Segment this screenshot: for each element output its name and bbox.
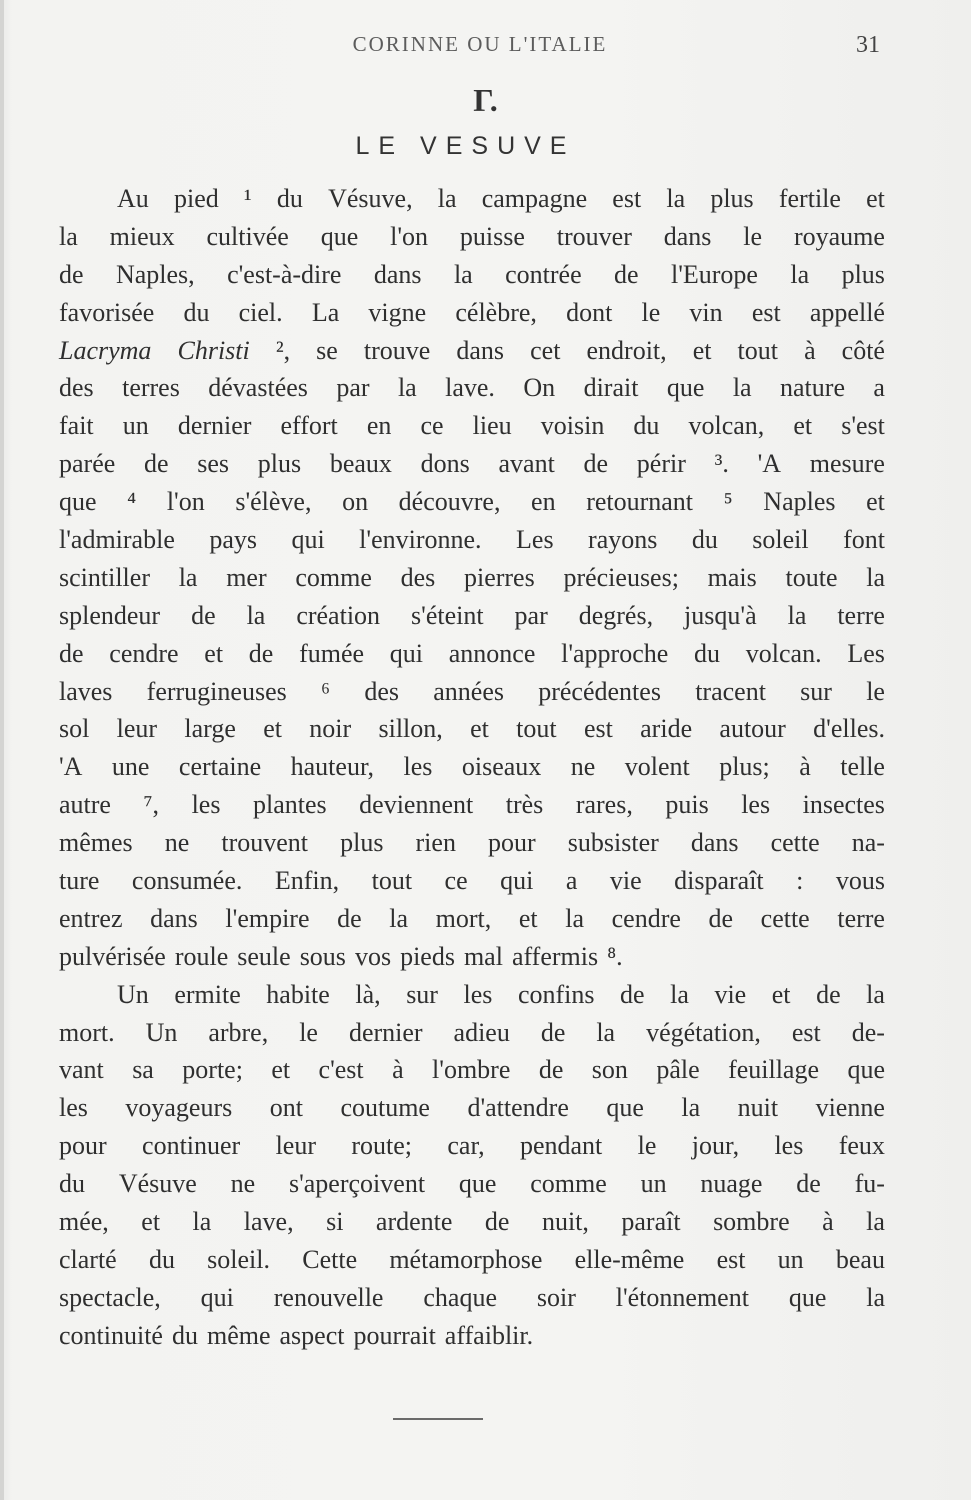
body-text: [59, 180, 885, 1355]
text-line: de Naples, c'est-à-dire dans la contrée de l'Europe la plus: [59, 259, 885, 289]
text-line: Lacryma Christi ², se trouve dans cet endroit, et tout à côté: [59, 335, 885, 365]
chapter-number: Γ.: [473, 82, 498, 118]
text-line: mort. Un arbre, le dernier adieu de la végétation, est de-: [59, 1017, 885, 1047]
text-line: scintiller la mer comme des pierres précieuses; mais toute la: [59, 562, 885, 592]
text-line: Au pied ¹ du Vésuve, la campagne est la plus fertile et: [117, 184, 885, 213]
page-number: 31: [856, 32, 880, 58]
chapter-title: LE VESUVE: [355, 132, 576, 160]
paragraph: [59, 180, 885, 976]
text-line: les voyageurs ont coutume d'attendre que la nuit vienne: [59, 1093, 885, 1123]
end-rule: [393, 1418, 483, 1420]
text-line: vant sa porte; et c'est à l'ombre de son pâle feuillage que: [59, 1055, 885, 1085]
text-line: de cendre et de fumée qui annonce l'approche du volcan. Les: [59, 638, 885, 668]
text-line: ture consumée. Enfin, tout ce qui a vie disparaît : vous: [59, 866, 885, 896]
text-line: pulvérisée roule seule sous vos pieds mal affermis ⁸.: [59, 941, 623, 971]
text-line: splendeur de la création s'éteint par degrés, jusqu'à la terre: [59, 600, 885, 630]
text-line: entrez dans l'empire de la mort, et la cendre de cette terre: [59, 903, 885, 933]
text-line: pour continuer leur route; car, pendant le jour, les feux: [59, 1131, 885, 1161]
text-line: mêmes ne trouvent plus rien pour subsister dans cette na-: [59, 828, 885, 858]
text-line: laves ferrugineuses ⁶ des années précédentes tracent sur le: [59, 676, 885, 706]
text-line: autre ⁷, les plantes deviennent très rares, puis les insectes: [59, 790, 885, 820]
page-header: [60, 32, 880, 62]
text-line: Un ermite habite là, sur les confins de la vie et de la: [117, 979, 885, 1009]
text-line: des terres dévastées par la lave. On dirait que la nature a: [59, 373, 885, 403]
text-line: clarté du soleil. Cette métamorphose elle-même est un beau: [59, 1244, 885, 1274]
text-line: 'A une certaine hauteur, les oiseaux ne volent plus; à telle: [59, 752, 885, 782]
text-line: que ⁴ l'on s'élève, on découvre, en retournant ⁵ Naples et: [59, 487, 885, 517]
text-line: fait un dernier effort en ce lieu voisin du volcan, et s'est: [59, 411, 885, 441]
text-line: continuité du même aspect pourrait affaiblir.: [59, 1320, 534, 1350]
running-title: CORINNE OU L'ITALIE: [352, 32, 608, 56]
text-line: spectacle, qui renouvelle chaque soir l'étonnement que la: [59, 1282, 885, 1312]
paragraph: [59, 976, 885, 1355]
text-line: la mieux cultivée que l'on puisse trouver dans le royaume: [59, 221, 885, 251]
text-line: favorisée du ciel. La vigne célèbre, dont le vin est appellé: [59, 297, 885, 327]
text-line: parée de ses plus beaux dons avant de périr ³. 'A mesure: [59, 449, 885, 479]
text-line: du Vésuve ne s'aperçoivent que comme un nuage de fu-: [59, 1169, 885, 1199]
text-line: sol leur large et noir sillon, et tout est aride autour d'elles.: [59, 714, 885, 744]
page-edge-shadow: [0, 0, 4, 1500]
text-line: l'admirable pays qui l'environne. Les rayons du soleil font: [59, 525, 885, 555]
text-line: mée, et la lave, si ardente de nuit, paraît sombre à la: [59, 1207, 885, 1237]
